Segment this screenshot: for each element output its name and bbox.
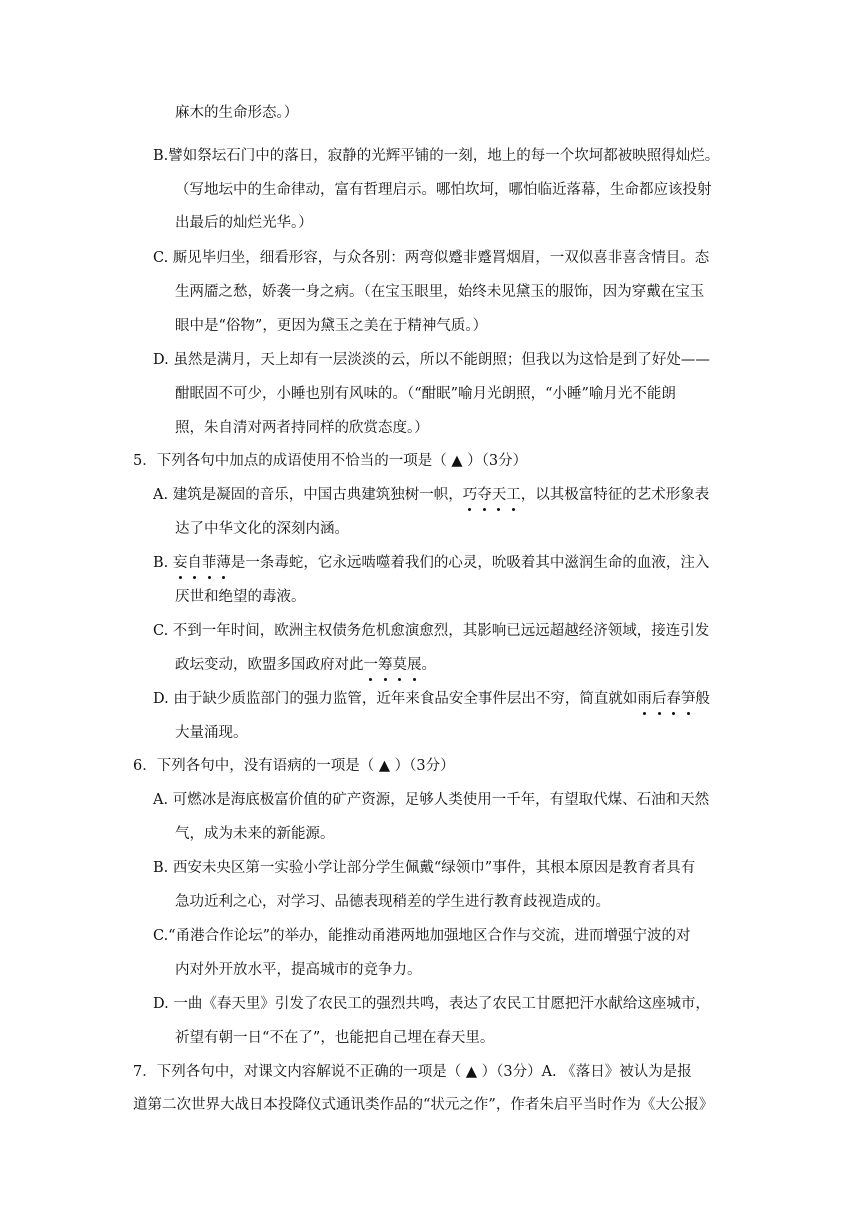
text-line: D. 由于缺少质监部门的强力监管，近年来食品安全事件层出不穷，简直就如雨后春笋般 bbox=[153, 691, 710, 707]
text-line: 出最后的灿烂光华。） bbox=[175, 215, 313, 231]
emphasis-dot-char: 菲 bbox=[201, 555, 217, 571]
emphasis-dot-char: 春 bbox=[666, 691, 681, 707]
question-7-stem: 7．下列各句中，对课文内容解说不正确的一项是（ ▲ ）（3分）A. 《落日》被认为是报 bbox=[133, 1064, 692, 1080]
question-5-stem: 5．下列各句中加点的成语使用不恰当的一项是（ ▲ ）（3分） bbox=[133, 453, 528, 469]
emphasis-dot-char: 夺 bbox=[477, 487, 492, 503]
emphasis-dot-char: 巧 bbox=[462, 487, 478, 503]
emphasis-dot-char: 筹 bbox=[378, 657, 393, 673]
text-line: D. 一曲《春天里》引发了农民工的强烈共鸣，表达了农民工甘愿把汗水献给这座城市， bbox=[153, 996, 710, 1012]
text-line: 道第二次世界大战日本投降仪式通讯类作品的“状元之作”，作者朱启平当时作为《大公报》 bbox=[133, 1097, 714, 1113]
emphasis-dot-char: 后 bbox=[651, 691, 667, 707]
text-line: 眼中是“俗物”，更因为黛玉之美在于精神气质。） bbox=[175, 318, 488, 334]
text-line: B. 西安未央区第一实验小学让部分学生佩戴“绿领巾”事件，其根本原因是教育者具有 bbox=[153, 860, 696, 876]
text-line: 达了中华文化的深刻内涵。 bbox=[175, 521, 349, 537]
text-line: 急功近利之心，对学习、品德表现稍差的学生进行教育歧视造成的。 bbox=[175, 894, 610, 910]
text-line: 生两靥之愁，娇袭一身之病。（在宝玉眼里，始终未见黛玉的服饰，因为穿戴在宝玉 bbox=[175, 284, 705, 300]
text-line: 厌世和绝望的毒液。 bbox=[175, 589, 306, 605]
emphasis-dot-char: 一 bbox=[363, 657, 378, 673]
text-line: 酣眠固不可少，小睡也别有风味的。（“酣眠”喻月光朗照，“小睡”喻月光不能朗 bbox=[175, 386, 676, 402]
text-line: A. 可燃冰是海底极富价值的矿产资源，足够人类使用一千年，有望取代煤、石油和天然 bbox=[153, 792, 710, 808]
text-line: C. 厮见毕归坐，细看形容，与众各别：两弯似蹙非蹙罥烟眉，一双似喜非喜含情目。态 bbox=[153, 250, 710, 266]
text-line: B. 妄自菲薄是一条毒蛇，它永远啮噬着我们的心灵，吮吸着其中滋润生命的血液，注入 bbox=[153, 555, 710, 571]
text-line: 麻木的生命形态。） bbox=[175, 105, 299, 121]
text-line: 内对外开放水平，提高城市的竞争力。 bbox=[175, 962, 422, 978]
text-line: D. 虽然是满月，天上却有一层淡淡的云，所以不能朗照；但我以为这恰是到了好处—— bbox=[153, 352, 710, 368]
text-line: A. 建筑是凝固的音乐，中国古典建筑独树一帜，巧夺天工，以其极富特征的艺术形象表 bbox=[153, 487, 710, 503]
text-line: C. 不到一年时间，欧洲主权债务危机愈演愈烈，其影响已远远超越经济领域，接连引发 bbox=[153, 623, 710, 639]
text-line: B.譬如祭坛石门中的落日，寂静的光辉平铺的一刻，地上的每一个坎坷都被映照得灿烂。 bbox=[153, 148, 720, 164]
text-line: 政坛变动，欧盟多国政府对此一筹莫展。 bbox=[175, 657, 436, 673]
text-line: 照，朱自清对两者持同样的欣赏态度。） bbox=[175, 420, 429, 436]
emphasis-dot-char: 自 bbox=[187, 555, 202, 571]
emphasis-dot-char: 工 bbox=[506, 487, 521, 503]
emphasis-dot-char: 天 bbox=[491, 487, 507, 503]
text-line: 气，成为未来的新能源。 bbox=[175, 826, 335, 842]
question-6-stem: 6．下列各句中，没有语病的一项是（ ▲ ）（3分） bbox=[133, 758, 455, 774]
emphasis-dot-char: 雨 bbox=[637, 691, 652, 707]
text-line: （写地坛中的生命律动，富有哲理启示。哪怕坎坷，哪怕临近落幕，生命都应该投射 bbox=[175, 182, 712, 198]
text-line: 大量涌现。 bbox=[175, 725, 248, 741]
emphasis-dot-char: 笋 bbox=[680, 691, 696, 707]
emphasis-dot-char: 薄 bbox=[216, 555, 231, 571]
text-line: 祈望有朝一日“不在了”，也能把自己埋在春天里。 bbox=[175, 1030, 495, 1046]
emphasis-dot-char: 莫 bbox=[392, 657, 407, 673]
text-line: C.“甬港合作论坛”的举办，能推动甬港两地加强地区合作与交流，进而增强宁波的对 bbox=[153, 928, 691, 944]
emphasis-dot-char: 展 bbox=[407, 657, 422, 673]
emphasis-dot-char: 妄 bbox=[172, 555, 188, 571]
